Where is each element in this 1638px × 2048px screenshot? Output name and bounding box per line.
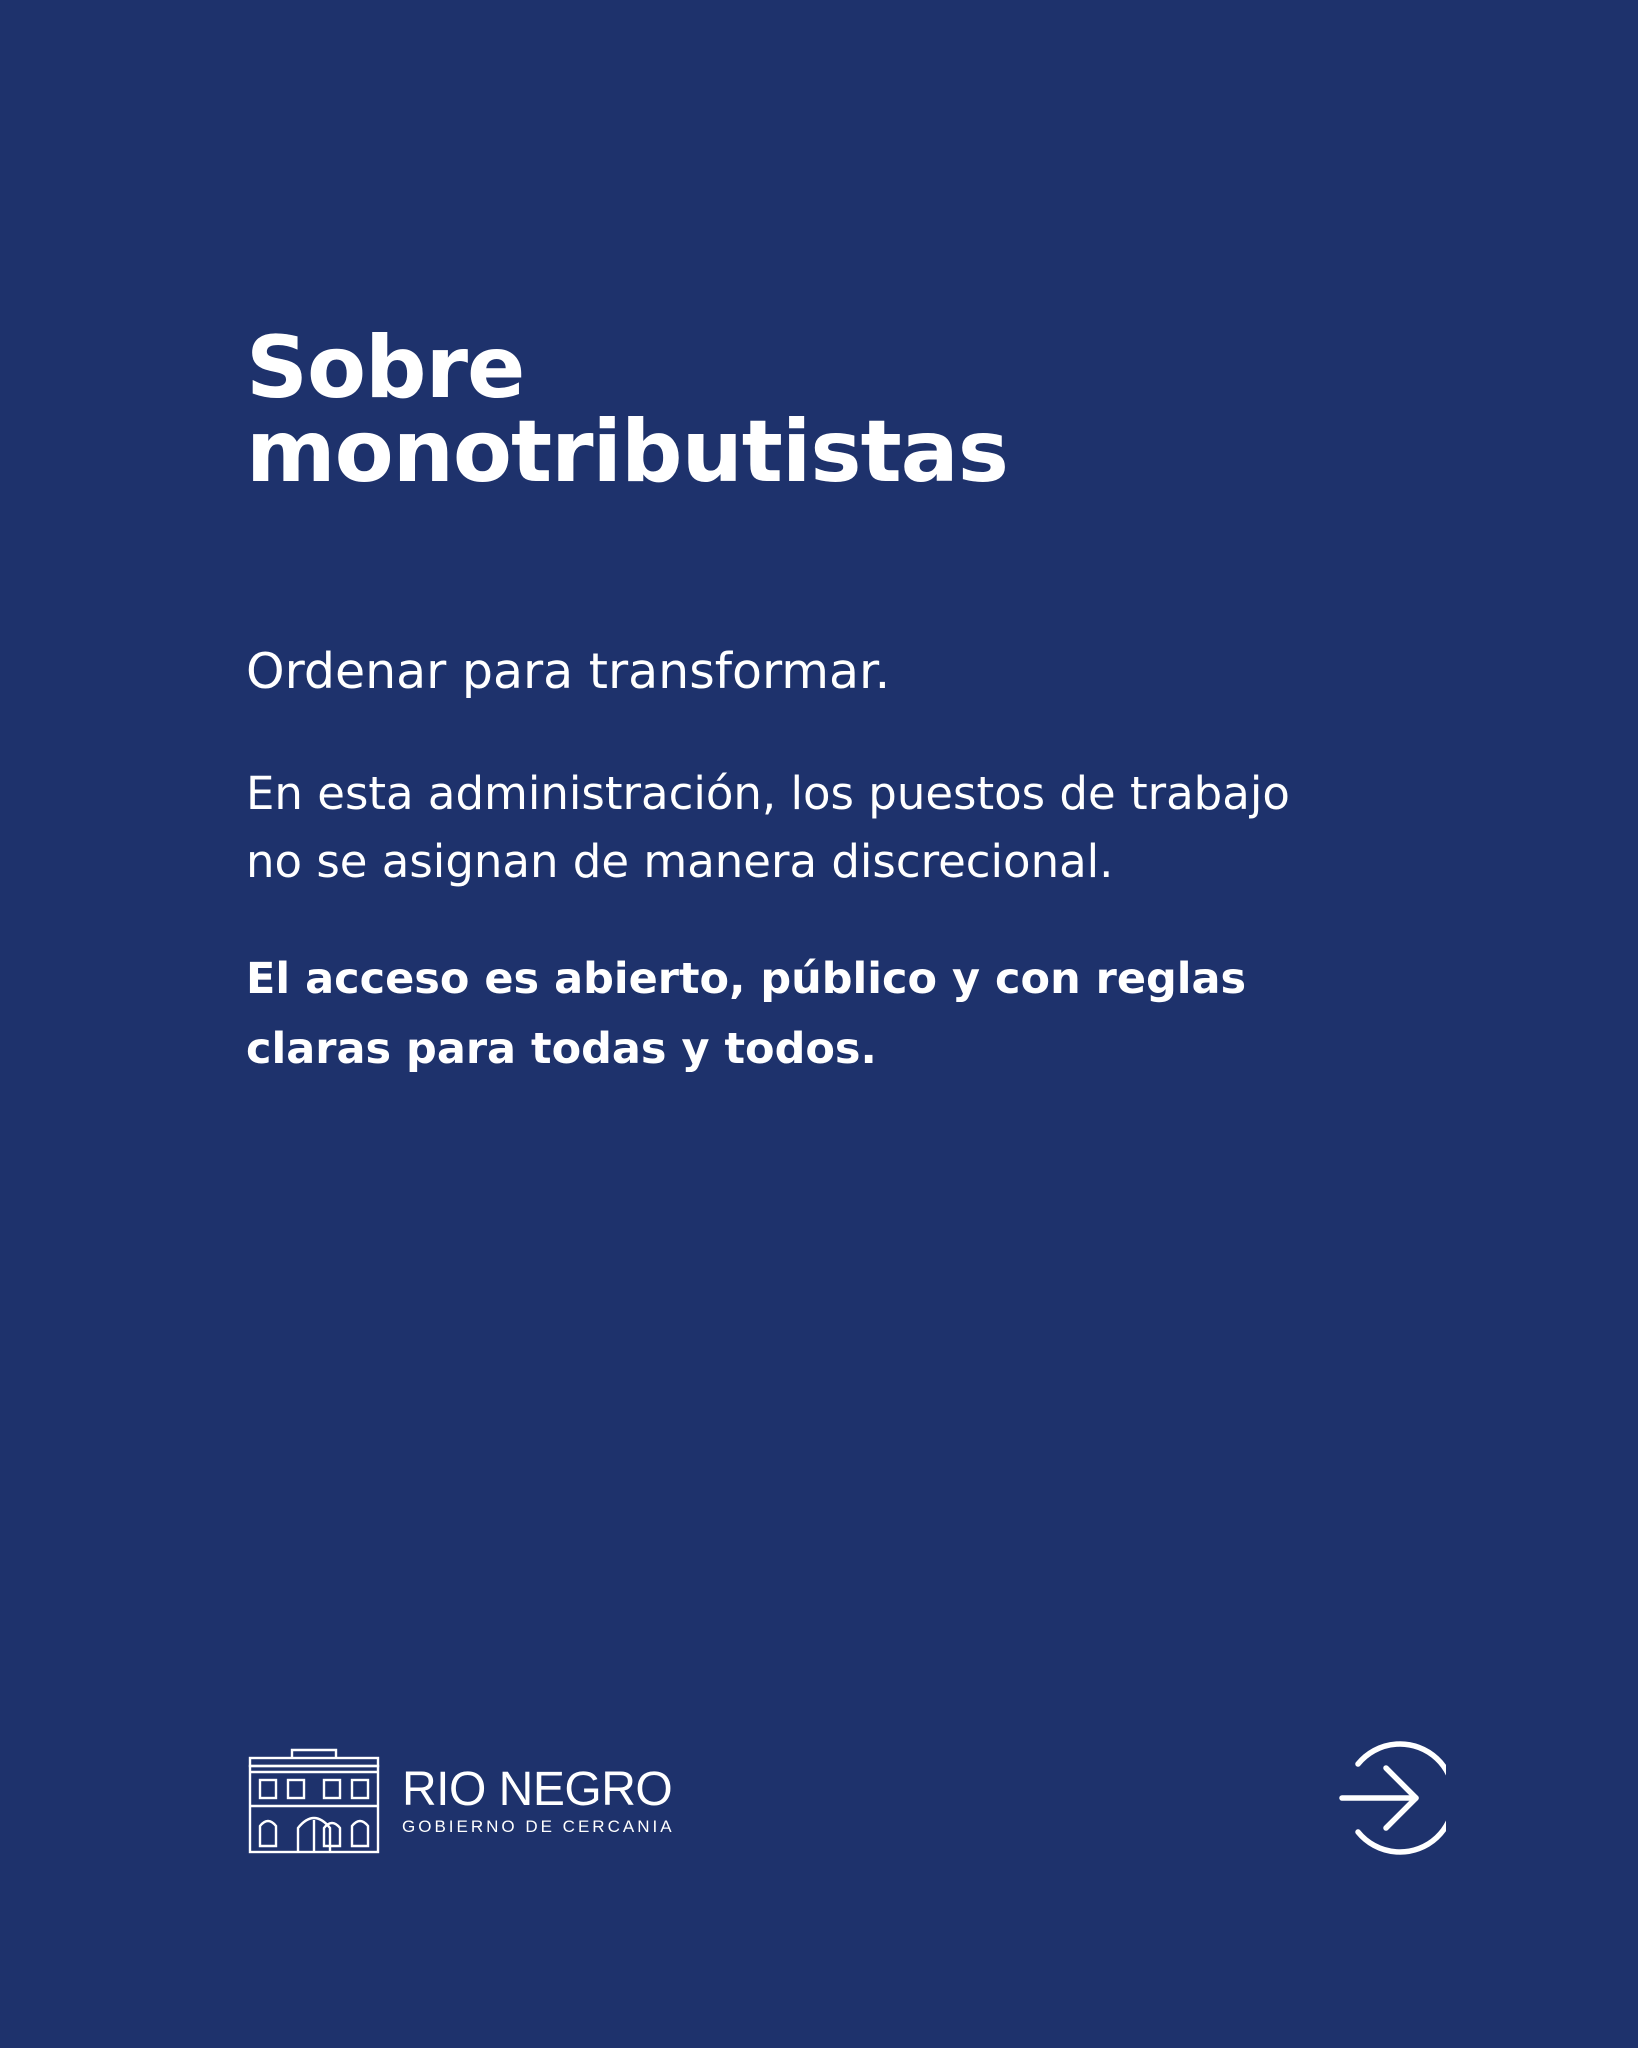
arrow-right-circle-icon <box>1336 1738 1446 1858</box>
emphasis-line-2: claras para todas y todos. <box>246 1024 877 1074</box>
government-building-icon <box>248 1748 380 1854</box>
logo-text <box>402 1765 675 1837</box>
title-line-2: monotributistas <box>246 402 1008 502</box>
rio-negro-logo <box>248 1748 675 1854</box>
emphasis-paragraph <box>246 944 1446 1084</box>
title-line-1: Sobre <box>246 318 525 418</box>
lead-text: Ordenar para transformar. <box>246 643 891 700</box>
body-line-2: no se asignan de manera discrecional. <box>246 835 1114 888</box>
body-paragraph <box>246 760 1446 896</box>
logo-tagline: GOBIERNO DE CERCANIA <box>402 1817 675 1836</box>
logo-name: RIO NEGRO <box>402 1763 673 1816</box>
body-line-1: En esta administración, los puestos de trabajo <box>246 767 1290 820</box>
page-title <box>246 318 1008 502</box>
emphasis-line-1: El acceso es abierto, público y con reglas <box>246 954 1247 1004</box>
next-button[interactable] <box>1336 1738 1446 1858</box>
